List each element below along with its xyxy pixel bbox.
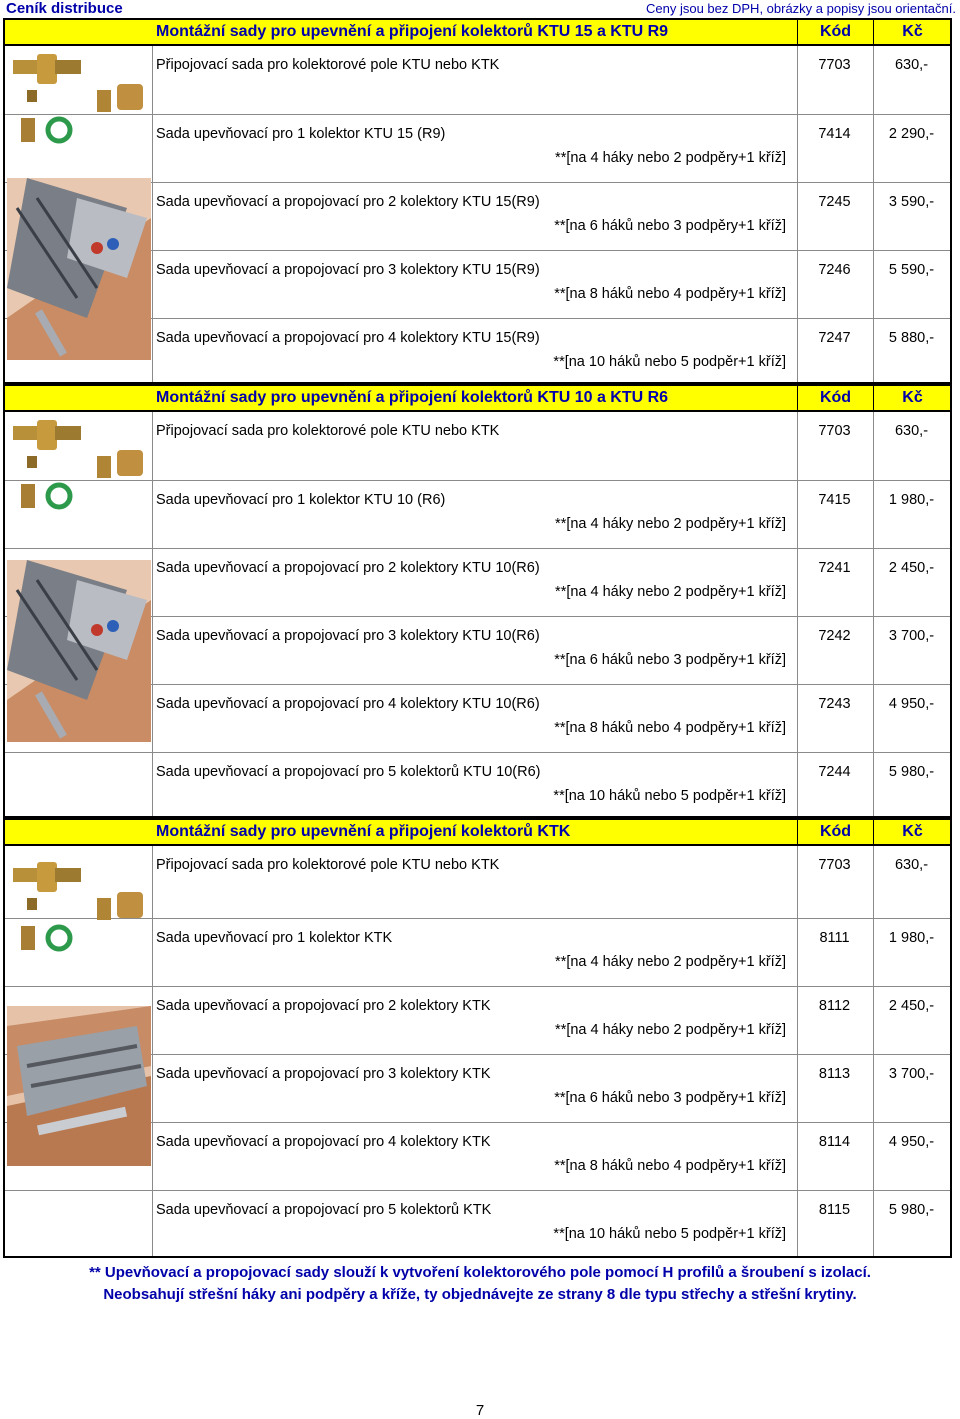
page-title: Ceník distribuce: [6, 0, 123, 17]
item-code: 7242: [818, 628, 851, 644]
section-title: Montážní sady pro upevnění a připojení kolektorů KTU 10 a KTU R6: [156, 389, 669, 406]
item-name: Sada upevňovací pro 1 kolektor KTU 15 (R9): [156, 126, 446, 142]
item-price: 3 590,-: [888, 194, 935, 210]
section-header: [5, 386, 950, 412]
ktk-rail-photo: [7, 1006, 151, 1166]
item-price: 630,-: [894, 857, 929, 873]
item-price: 5 880,-: [888, 330, 935, 346]
item-price: 1 980,-: [888, 492, 935, 508]
column-header-price: Kč: [873, 20, 951, 44]
item-note: **[na 4 háky nebo 2 podpěry+1 kříž]: [555, 516, 786, 532]
item-price: 2 290,-: [888, 126, 935, 142]
item-price: 630,-: [894, 57, 929, 73]
item-price: 2 450,-: [888, 998, 935, 1014]
section-title: Montážní sady pro upevnění a připojení kolektorů KTU 15 a KTU R9: [156, 23, 669, 40]
column-header-code: Kód: [797, 20, 873, 44]
item-price: 4 950,-: [888, 1134, 935, 1150]
item-name: Sada upevňovací pro 1 kolektor KTK: [156, 930, 393, 946]
item-note: **[na 10 háků nebo 5 podpěr+1 kříž]: [553, 354, 786, 370]
item-price: 5 980,-: [888, 764, 935, 780]
item-note: **[na 10 háků nebo 5 podpěr+1 kříž]: [553, 1226, 786, 1242]
item-note: **[na 8 háků nebo 4 podpěry+1 kříž]: [554, 720, 786, 736]
item-note: **[na 6 háků nebo 3 podpěry+1 kříž]: [554, 218, 786, 234]
section-ktu15: [3, 18, 952, 384]
item-note: **[na 4 háky nebo 2 podpěry+1 kříž]: [555, 150, 786, 166]
item-code: 8114: [818, 1134, 851, 1150]
item-name: Sada upevňovací a propojovací pro 4 kolektory KTU 15(R9): [156, 330, 540, 346]
item-note: **[na 10 háků nebo 5 podpěr+1 kříž]: [553, 788, 786, 804]
item-name: Připojovací sada pro kolektorové pole KTU nebo KTK: [156, 57, 500, 73]
item-price: 5 590,-: [888, 262, 935, 278]
item-note: **[na 8 háků nebo 4 podpěry+1 kříž]: [554, 286, 786, 302]
item-code: 8115: [818, 1202, 851, 1218]
item-note: **[na 4 háky nebo 2 podpěry+1 kříž]: [555, 954, 786, 970]
fittings-photo: [7, 416, 151, 516]
item-code: 7241: [818, 560, 851, 576]
item-name: Sada upevňovací a propojovací pro 2 kolektory KTK: [156, 998, 491, 1014]
column-header-price: Kč: [873, 386, 951, 410]
section-ktk: [3, 818, 952, 1258]
mounting-rail-photo: [7, 560, 151, 742]
item-code: 7703: [818, 857, 851, 873]
item-price: 3 700,-: [888, 628, 935, 644]
item-name: Sada upevňovací a propojovací pro 5 kolektorů KTK: [156, 1202, 492, 1218]
item-code: 7244: [818, 764, 851, 780]
item-name: Sada upevňovací a propojovací pro 3 kolektory KTU 10(R6): [156, 628, 540, 644]
item-note: **[na 6 háků nebo 3 podpěry+1 kříž]: [554, 652, 786, 668]
item-name: Připojovací sada pro kolektorové pole KTU nebo KTK: [156, 857, 500, 873]
table-row: [5, 752, 950, 819]
item-name: Sada upevňovací a propojovací pro 2 kolektory KTU 15(R9): [156, 194, 540, 210]
item-code: 7703: [818, 57, 851, 73]
item-price: 5 980,-: [888, 1202, 935, 1218]
item-code: 8113: [818, 1066, 851, 1082]
item-name: Sada upevňovací a propojovací pro 4 kolektory KTU 10(R6): [156, 696, 540, 712]
item-code: 7414: [818, 126, 851, 142]
footnote-line-1: ** Upevňovací a propojovací sady slouží k vytvoření kolektorového pole pomocí H profilů a šroubení s izolací.: [89, 1264, 871, 1281]
item-code: 8112: [818, 998, 851, 1014]
item-code: 7415: [818, 492, 851, 508]
item-price: 3 700,-: [888, 1066, 935, 1082]
item-note: **[na 8 háků nebo 4 podpěry+1 kříž]: [554, 1158, 786, 1174]
item-name: Sada upevňovací pro 1 kolektor KTU 10 (R6): [156, 492, 446, 508]
item-name: Sada upevňovací a propojovací pro 3 kolektory KTK: [156, 1066, 491, 1082]
fittings-photo: [7, 858, 151, 958]
column-header-price: Kč: [873, 820, 951, 844]
item-code: 7246: [818, 262, 851, 278]
item-price: 1 980,-: [888, 930, 935, 946]
item-code: 7243: [818, 696, 851, 712]
section-ktu10: [3, 384, 952, 818]
section-header: [5, 20, 950, 46]
column-header-code: Kód: [797, 820, 873, 844]
item-code: 7247: [818, 330, 851, 346]
item-note: **[na 4 háky nebo 2 podpěry+1 kříž]: [555, 1022, 786, 1038]
item-note: **[na 4 háky nebo 2 podpěry+1 kříž]: [555, 584, 786, 600]
item-name: Sada upevňovací a propojovací pro 5 kolektorů KTU 10(R6): [156, 764, 541, 780]
item-name: Sada upevňovací a propojovací pro 3 kolektory KTU 15(R9): [156, 262, 540, 278]
fittings-photo: [7, 50, 151, 150]
page-number: 7: [475, 1402, 485, 1419]
item-price: 2 450,-: [888, 560, 935, 576]
item-price: 630,-: [894, 423, 929, 439]
footnote-line-2: Neobsahují střešní háky ani podpěry a kříže, ty objednávejte ze strany 8 dle typu střechy a střešní krytiny.: [103, 1286, 857, 1303]
item-name: Připojovací sada pro kolektorové pole KTU nebo KTK: [156, 423, 500, 439]
item-note: **[na 6 háků nebo 3 podpěry+1 kříž]: [554, 1090, 786, 1106]
column-header-code: Kód: [797, 386, 873, 410]
page-header: [0, 0, 960, 18]
section-title: Montážní sady pro upevnění a připojení kolektorů KTK: [156, 823, 571, 840]
item-name: Sada upevňovací a propojovací pro 2 kolektory KTU 10(R6): [156, 560, 540, 576]
item-code: 7703: [818, 423, 851, 439]
section-header: [5, 820, 950, 846]
item-name: Sada upevňovací a propojovací pro 4 kolektory KTK: [156, 1134, 491, 1150]
item-price: 4 950,-: [888, 696, 935, 712]
mounting-rail-photo: [7, 178, 151, 360]
table-row: [5, 1190, 950, 1257]
item-code: 7245: [818, 194, 851, 210]
item-code: 8111: [819, 930, 850, 946]
price-note: Ceny jsou bez DPH, obrázky a popisy jsou orientační.: [646, 1, 956, 16]
